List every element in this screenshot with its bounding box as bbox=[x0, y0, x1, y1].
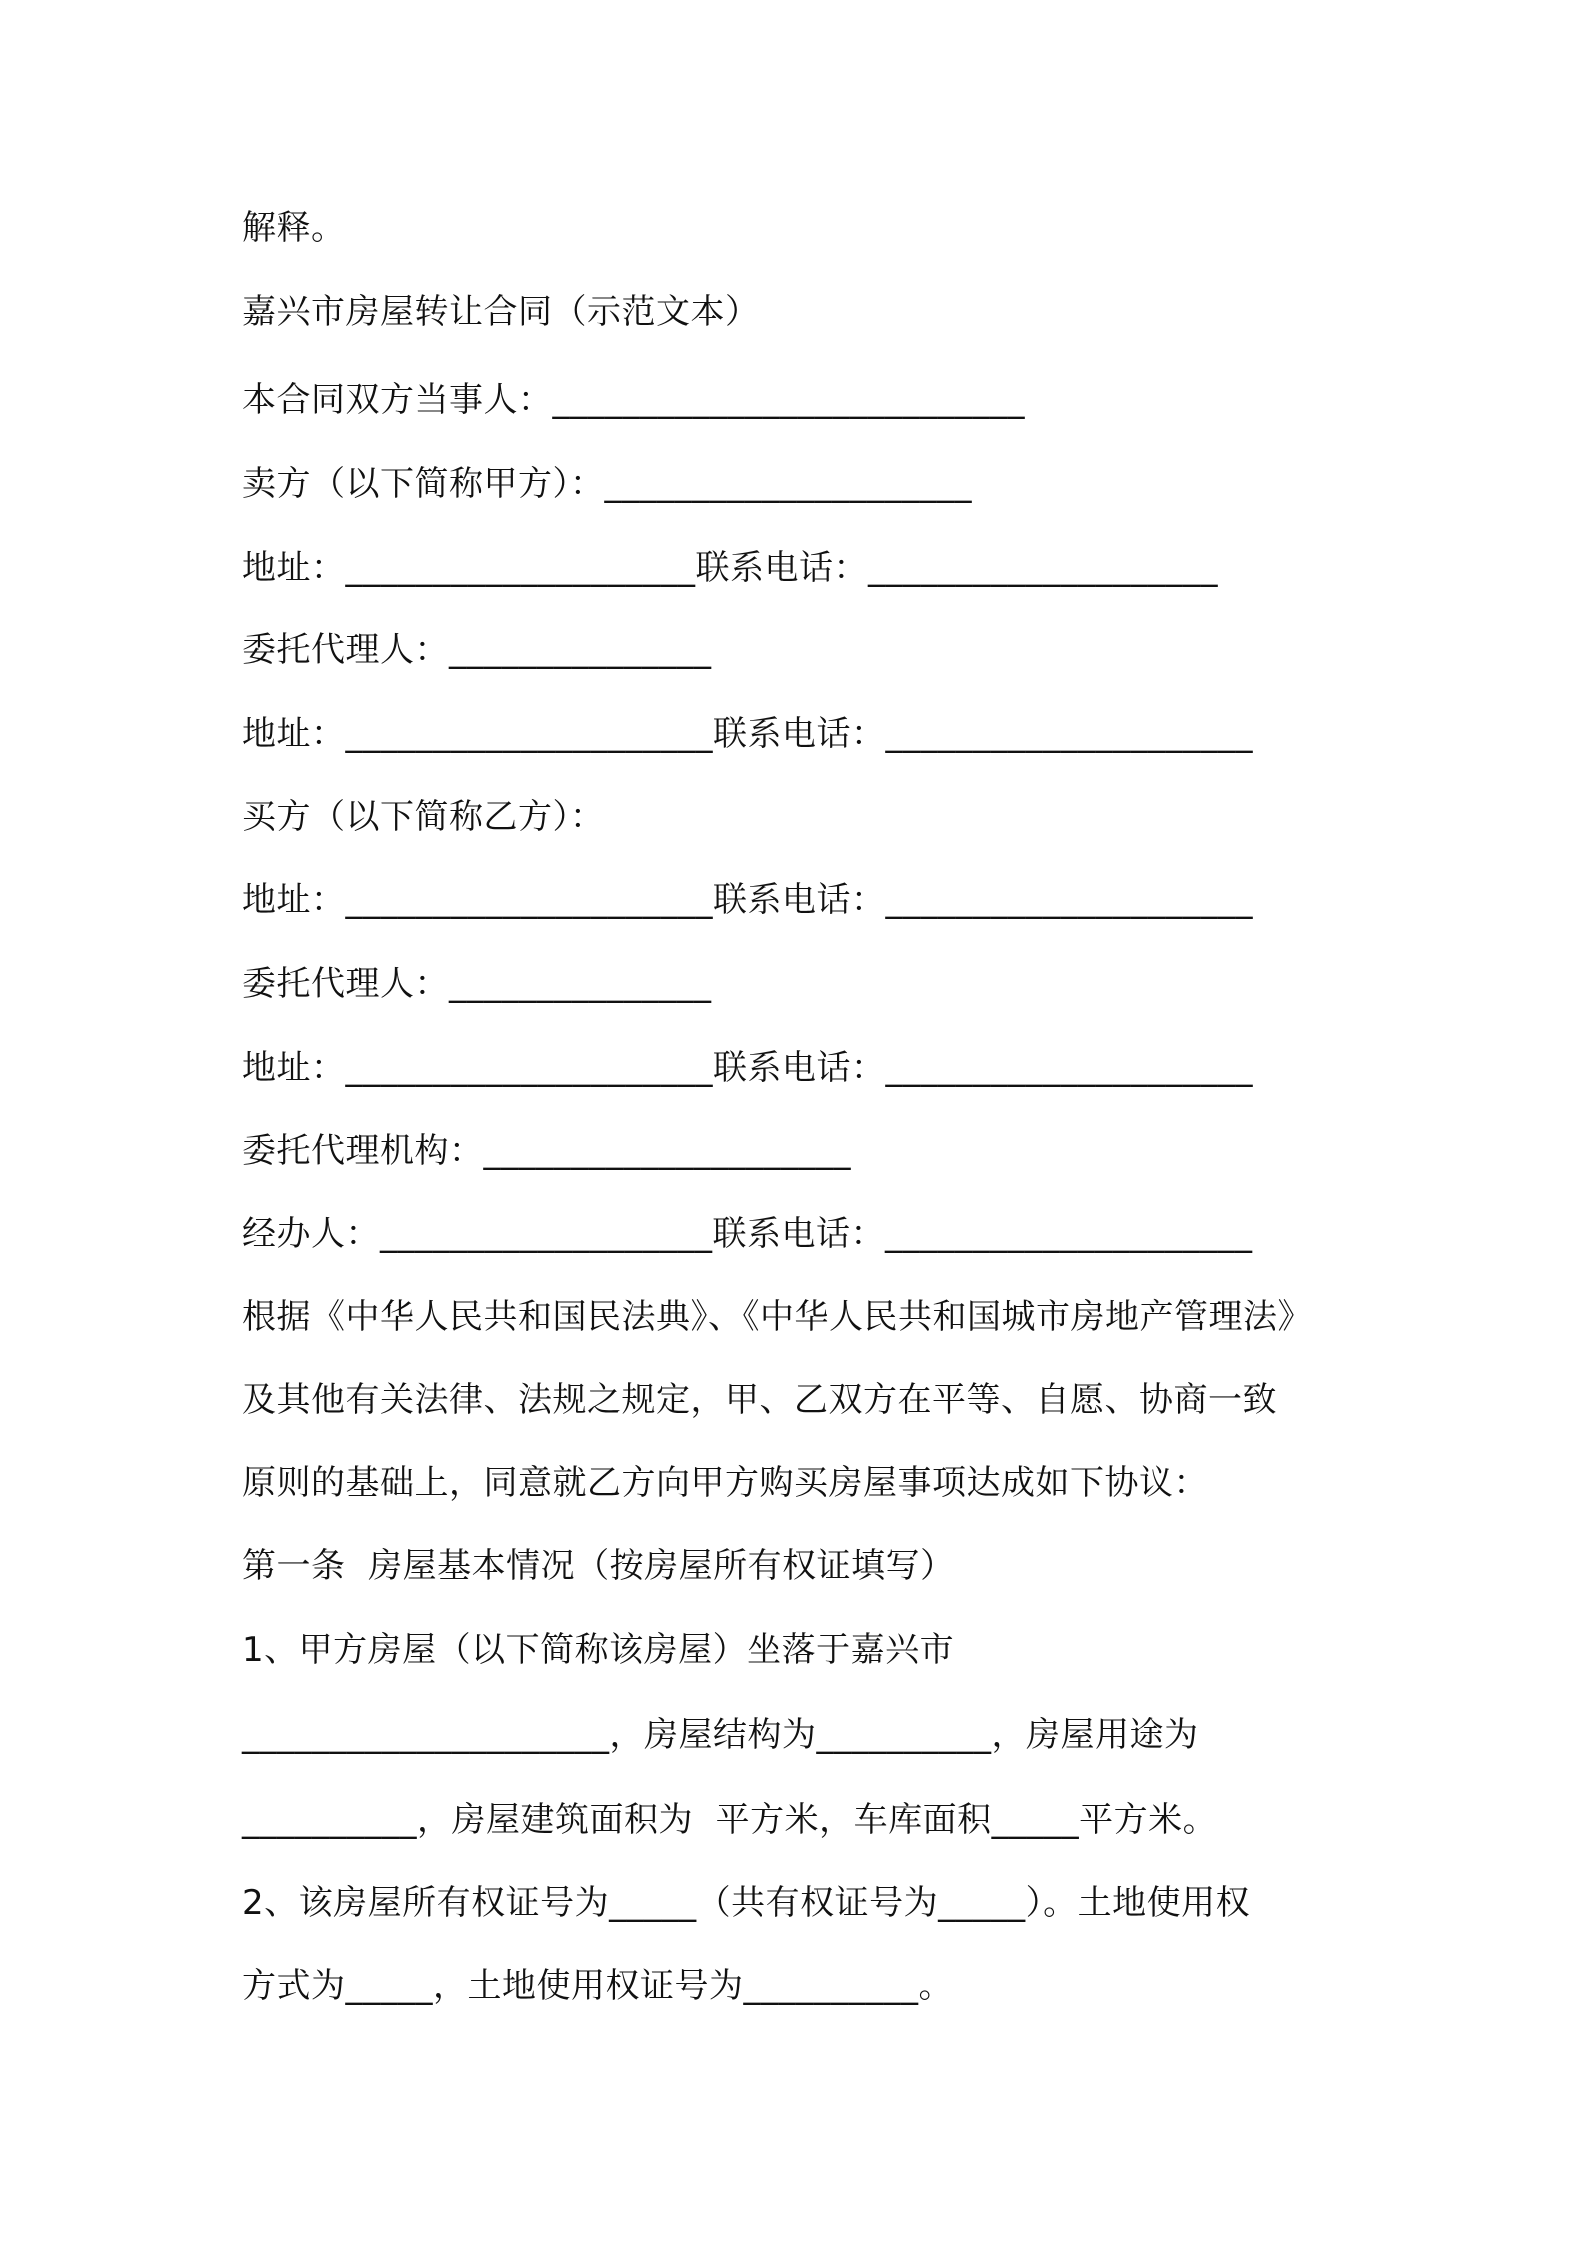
seller-line: 卖方（以下简称甲方）：_____________________ bbox=[242, 464, 972, 504]
parties-line: 本合同双方当事人：___________________________ bbox=[242, 380, 1025, 420]
clause-2-line-2: 方式为_____，土地使用权证号为__________。 bbox=[242, 1966, 953, 2006]
preamble-line-1: 根据《中华人民共和国民法典》、《中华人民共和国城市房地产管理法》 bbox=[242, 1297, 1312, 1337]
clause-1-line-1: 1、甲方房屋（以下简称该房屋）坐落于嘉兴市 bbox=[242, 1630, 955, 1670]
document-title: 嘉兴市房屋转让合同（示范文本） bbox=[242, 292, 760, 332]
article-1-heading: 第一条 房屋基本情况（按房屋所有权证填写） bbox=[242, 1546, 955, 1586]
seller-agent-line: 委托代理人：_______________ bbox=[242, 630, 712, 670]
agency-line: 委托代理机构：_____________________ bbox=[242, 1131, 851, 1171]
seller-address-line: 地址：____________________联系电话：____________________ bbox=[242, 548, 1218, 588]
buyer-agent-line: 委托代理人：_______________ bbox=[242, 964, 712, 1004]
clause-2-line-1: 2、该房屋所有权证号为_____（共有权证号为_____）。土地使用权 bbox=[242, 1883, 1251, 1923]
buyer-line: 买方（以下简称乙方）： bbox=[242, 797, 605, 837]
preamble-line-3: 原则的基础上，同意就乙方向甲方购买房屋事项达成如下协议： bbox=[242, 1463, 1208, 1503]
clause-1-line-2: _____________________，房屋结构为__________，房屋用途为 bbox=[242, 1715, 1199, 1755]
buyer-agent-address-line: 地址：_____________________联系电话：_____________________ bbox=[242, 1048, 1253, 1088]
seller-agent-address-line: 地址：_____________________联系电话：_____________________ bbox=[242, 714, 1253, 754]
preamble-line-2: 及其他有关法律、法规之规定，甲、乙双方在平等、自愿、协商一致 bbox=[242, 1380, 1277, 1420]
text-line-1: 解释。 bbox=[242, 208, 346, 248]
clause-1-line-3: __________，房屋建筑面积为 平方米，车库面积_____平方米。 bbox=[242, 1800, 1218, 1840]
handler-line: 经办人：___________________联系电话：_____________________ bbox=[242, 1214, 1253, 1254]
buyer-address-line: 地址：_____________________联系电话：_____________________ bbox=[242, 880, 1253, 920]
